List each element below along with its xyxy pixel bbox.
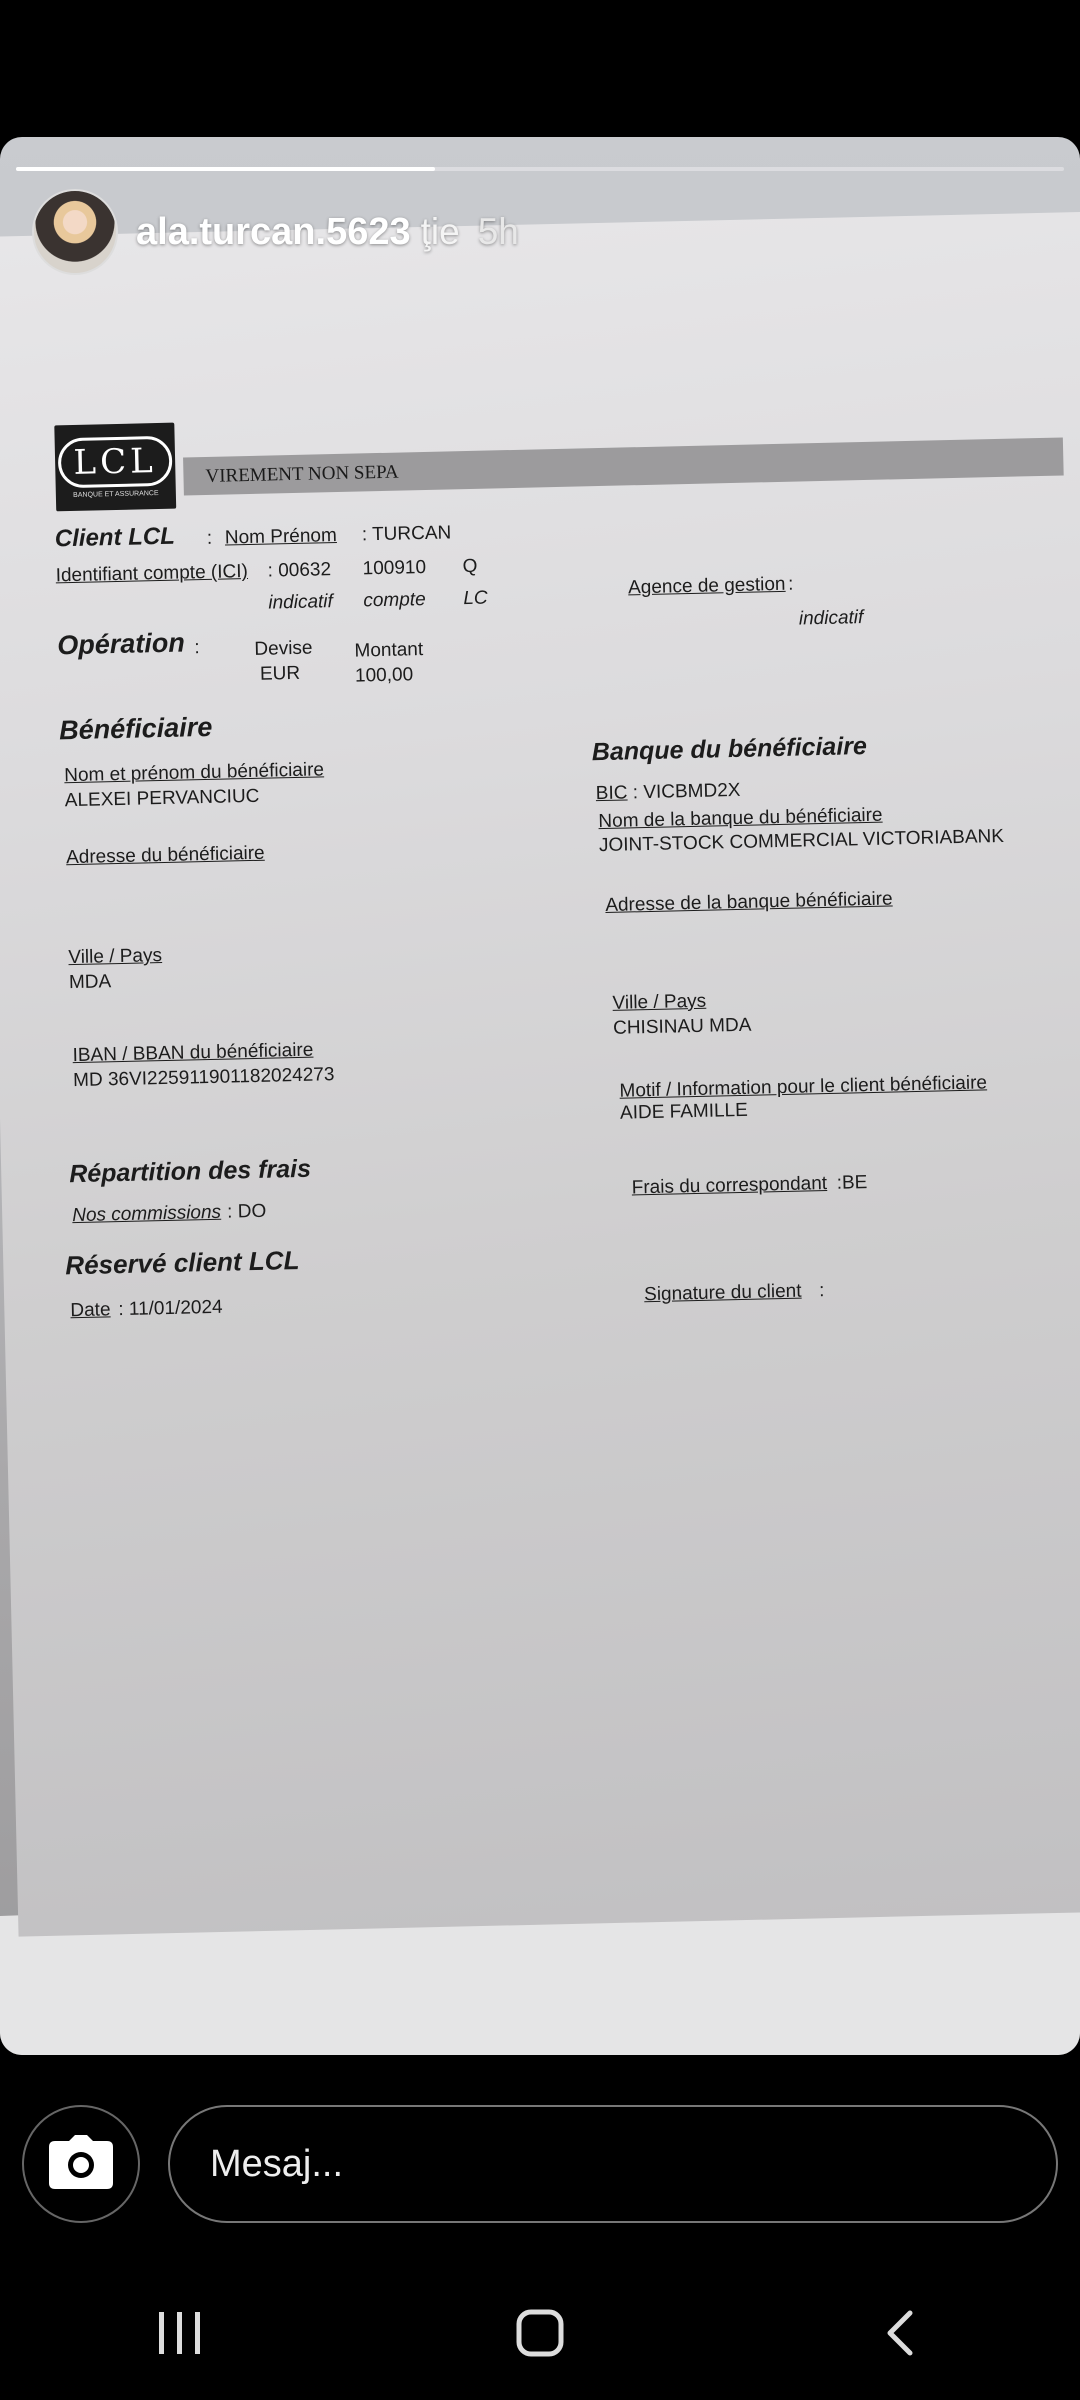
story-progress-fill [16,167,435,171]
ville-pays-label: Ville / Pays [68,945,163,969]
bic-label: BIC [595,782,628,805]
avatar[interactable] [32,189,118,275]
operation-label: Opération [56,627,186,661]
iban-value: MD 36VI225911901182024273 [72,1064,335,1092]
home-button[interactable] [480,2290,600,2380]
nom-banque-value: JOINT-STOCK COMMERCIAL VICTORIABANK [598,825,1005,857]
identifiant-sublabel-2: compte [363,588,426,612]
agence-sublabel: indicatif [798,607,864,630]
reply-bar [0,2080,1080,2260]
repartition-heading: Répartition des frais [68,1154,312,1189]
document-banner: VIREMENT NON SEPA [183,437,1064,495]
nom-benef-label: Nom et prénom du bénéficiaire [64,759,325,787]
story-progress-bar [16,167,1064,171]
recents-button[interactable] [120,2290,240,2380]
date-label: Date [70,1299,111,1322]
identifiant-sublabel-1: indicatif [268,591,334,614]
nom-banque-label: Nom de la banque du bénéficiaire [598,804,883,833]
identifiant-value-2: 100910 [362,556,427,580]
relation-label: ţie [420,211,460,252]
motif-label: Motif / Information pour le client bénéficiaire [619,1072,988,1102]
identifiant-value-1: : 00632 [267,559,332,582]
bic-value: : VICBMD2X [632,779,741,804]
beneficiaire-heading: Bénéficiaire [58,711,213,746]
recents-icon [155,2310,205,2361]
operation-colon: : [194,637,200,659]
logo-subtext: BANQUE ET ASSURANCE [73,489,159,499]
commissions-label: Nos commissions [71,1201,222,1227]
frais-label: Frais du correspondant [631,1173,828,1199]
nom-prenom-value: : TURCAN [361,522,452,546]
ville-pays-value: MDA [68,971,112,994]
banque-heading: Banque du bénéficiaire [591,732,868,767]
reserve-heading: Réservé client LCL [65,1245,300,1281]
signature-label: Signature du client [643,1280,802,1306]
agence-label: Agence de gestion [627,573,786,599]
home-icon [516,2309,564,2362]
ville-banque-label: Ville / Pays [612,990,707,1014]
agence-colon: : [787,573,794,595]
back-icon [884,2309,916,2362]
ville-banque-value: CHISINAU MDA [612,1014,752,1039]
identifiant-label: Identifiant compte (ICI) [55,561,249,587]
story-time: 5h [477,211,519,252]
story-frame[interactable] [0,137,1080,2055]
montant-value: 100,00 [354,664,414,687]
nom-prenom-label: Nom Prénom [224,524,338,549]
motif-value: AIDE FAMILLE [619,1099,749,1124]
commissions-value: : DO [226,1200,267,1223]
message-input[interactable] [168,2105,1058,2223]
system-nav-bar [0,2270,1080,2400]
devise-label: Devise [254,637,313,660]
identifiant-value-3: Q [462,555,478,578]
adresse-banque-label: Adresse de la banque bénéficiaire [605,888,893,916]
lcl-logo [54,423,176,512]
story-header [32,189,519,275]
back-button[interactable] [840,2290,960,2380]
frais-value: :BE [836,1172,868,1194]
client-label: Client LCL [54,522,176,553]
camera-button[interactable] [22,2105,140,2223]
username[interactable]: ala.turcan.5623 [136,210,411,253]
devise-value: EUR [259,662,301,685]
document-photo: LCL BANQUE ET ASSURANCE VIREMENT NON SEPA Client LCL : Nom Prénom : TURCAN Identifiant compte (ICI) : 00632 100910 Q indicatif compte LC Agence de gestion : indicatif Opération : Devise EUR Montant 100,00 Bénéficiaire Nom et prénom du bénéficiaire ALEXEI PERVANCIUC Adresse du bénéficiaire Ville / Pays MDA IBAN / BBAN du bénéficiaire MD 36VI225911901182024273 Banque du bénéficiaire BIC : VICBMD2X Nom de la banque du bénéficiaire JOINT-STOCK COMMERCIAL VICTORIABANK Adresse de la banque bénéficiaire Ville / Pays CHISINAU MDA Motif / Information pour le client bénéficiaire AIDE FAMILLE Répartition des frais Nos commissions : DO Frais du correspondant :BE Réservé client LCL Date : 11/01/2024 Signature du client : [0,212,1080,1937]
montant-label: Montant [354,639,424,662]
logo-text: LCL [58,435,172,488]
adresse-benef-label: Adresse du bénéficiaire [65,842,265,869]
camera-icon [49,2135,113,2194]
nom-benef-value: ALEXEI PERVANCIUC [64,785,260,812]
date-value: : 11/01/2024 [118,1296,223,1321]
identifiant-sublabel-3: LC [463,587,488,610]
signature-colon: : [818,1280,825,1302]
iban-label: IBAN / BBAN du bénéficiaire [72,1039,314,1067]
